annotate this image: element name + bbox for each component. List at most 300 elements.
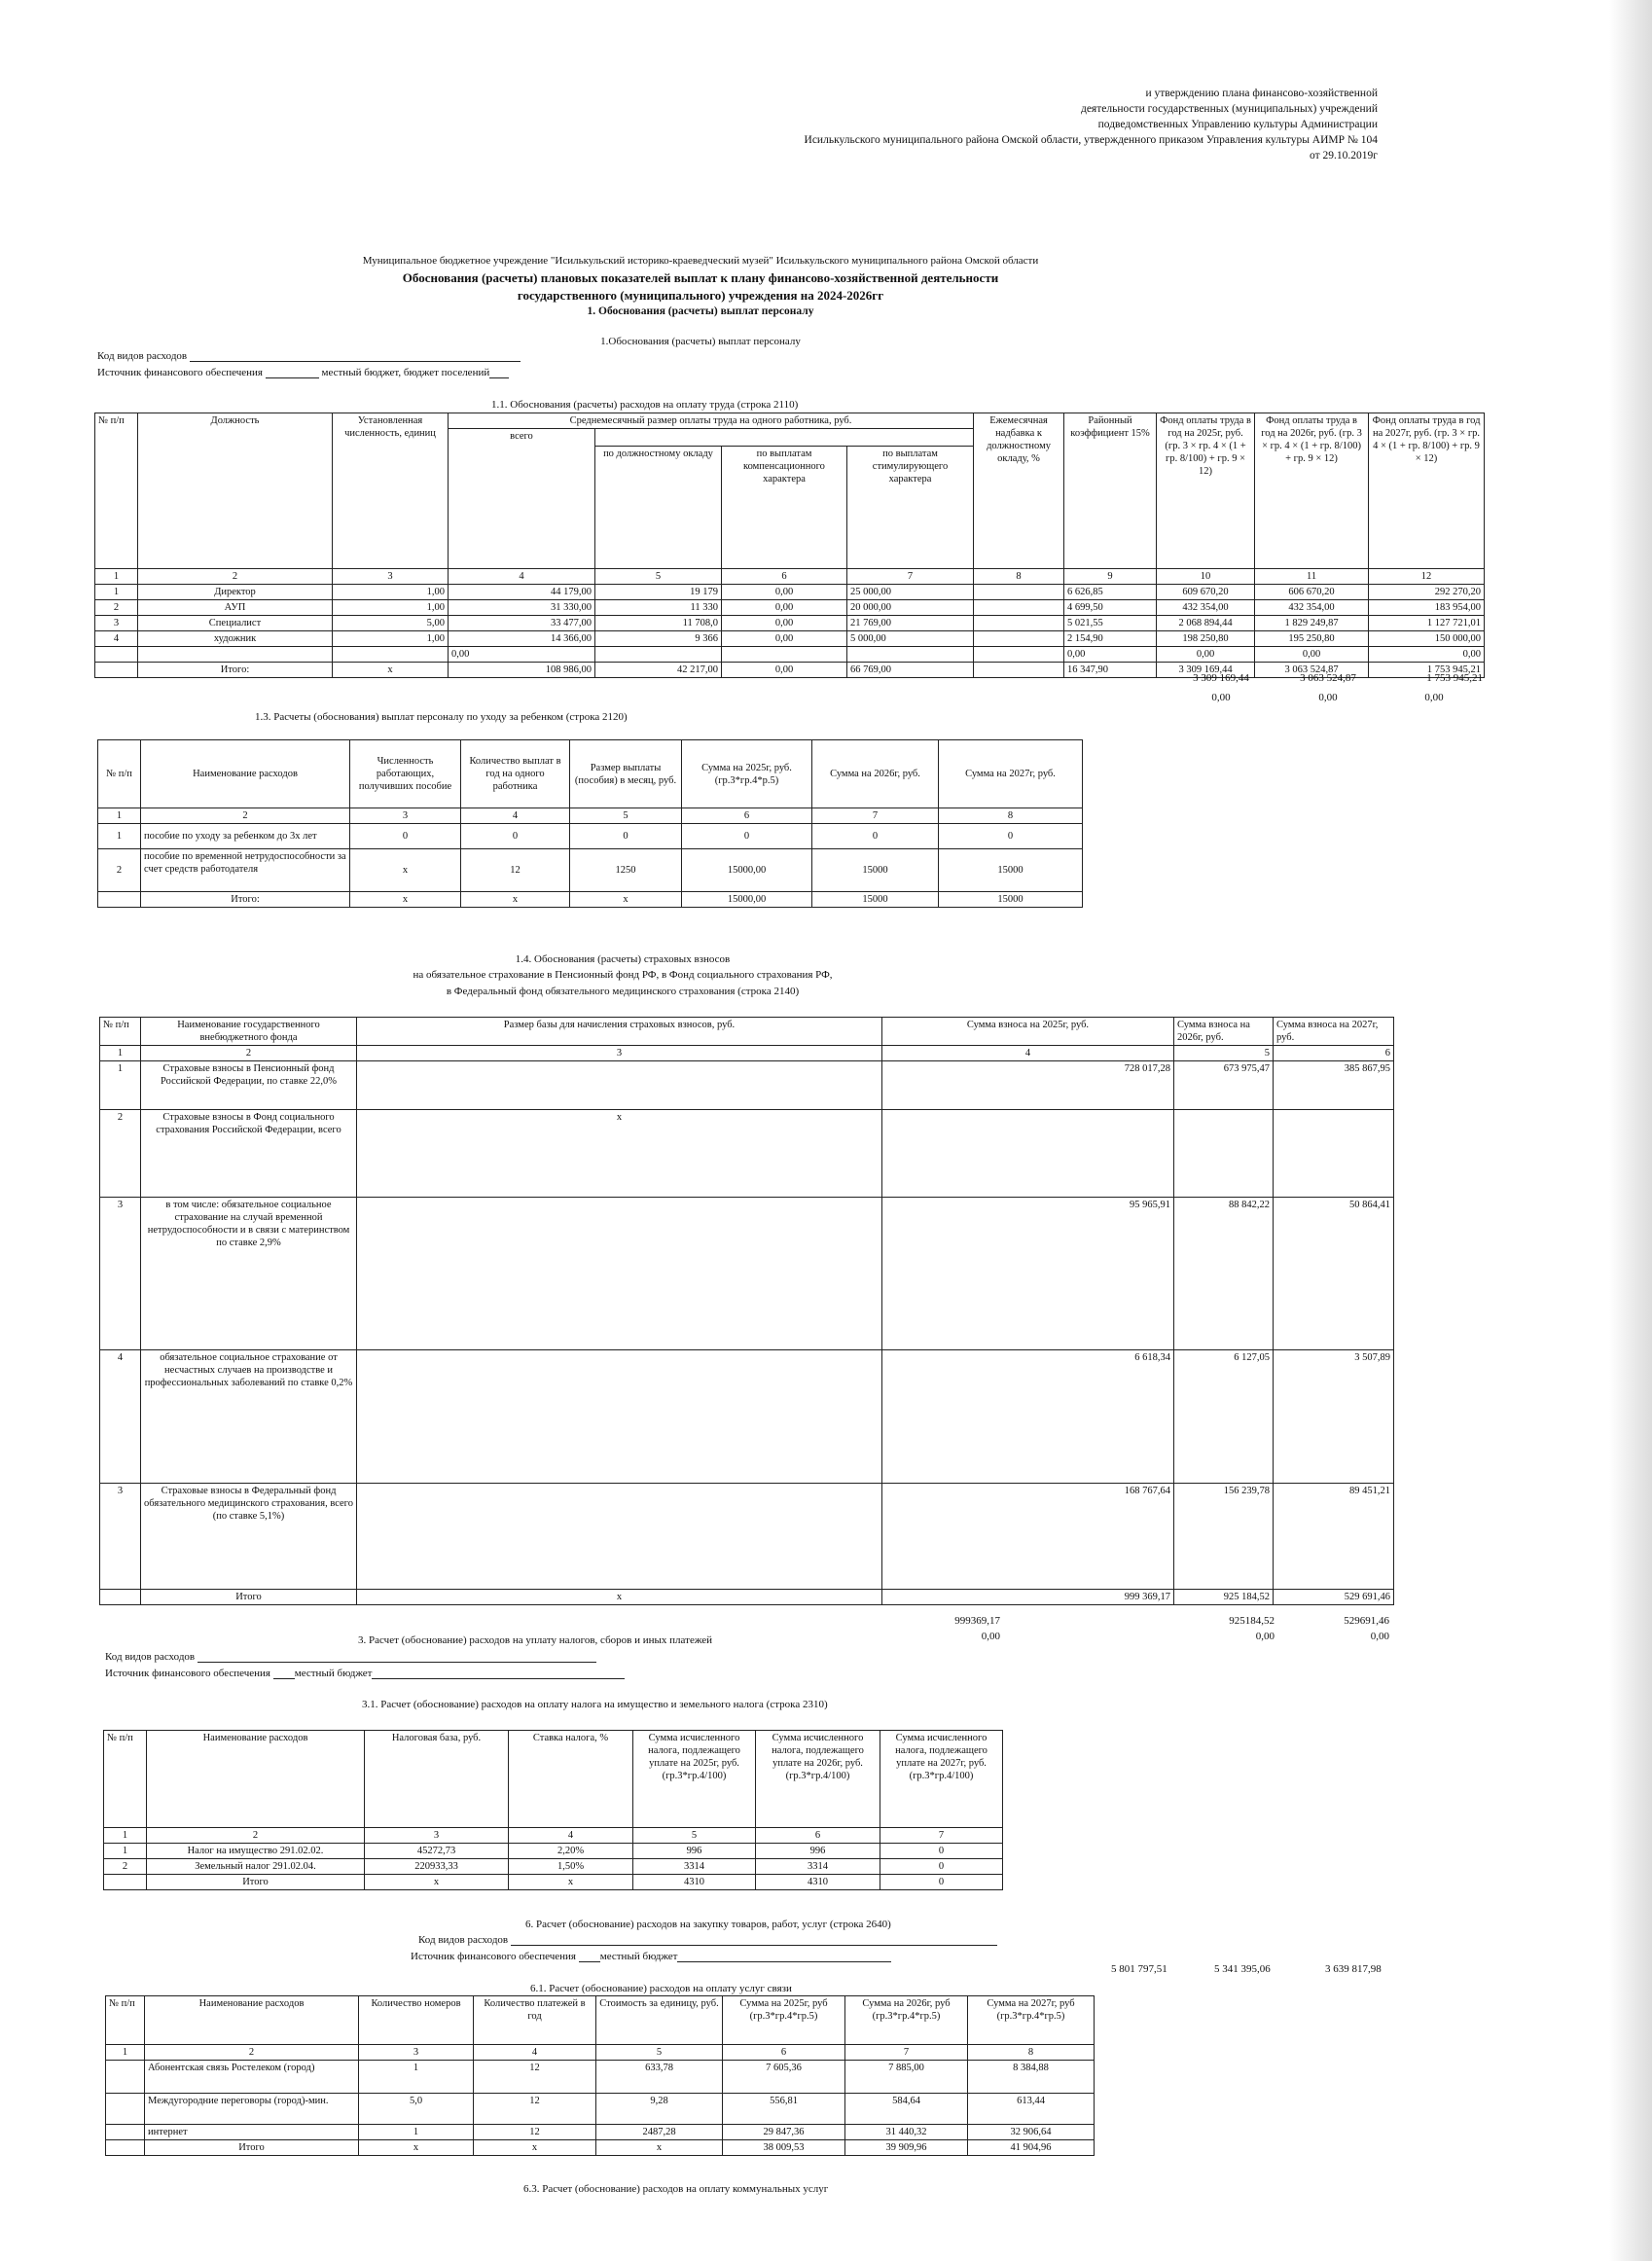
- table-cell: 7 605,36: [723, 2061, 845, 2094]
- header-line: подведомственных Управлению культуры Администрации: [1097, 119, 1378, 130]
- table-cell: 89 451,21: [1274, 1484, 1394, 1590]
- table-cell: [357, 1061, 882, 1110]
- table-cell: 41 904,96: [968, 2140, 1095, 2156]
- col-num: № п/п: [98, 740, 141, 808]
- section-title: 1.1. Обоснования (расчеты) расходов на оплату труда (строка 2110): [491, 399, 799, 411]
- table-cell: 0: [682, 824, 812, 849]
- table-cell: 150 000,00: [1369, 631, 1485, 647]
- col-sum-2025: Сумма исчисленного налога, подлежащего уплате на 2025г, руб. (гр.3*гр.4/100): [633, 1731, 756, 1828]
- table-cell: 9 366: [595, 631, 722, 647]
- table-cell: 10: [1157, 569, 1255, 585]
- section-title: в Федеральный фонд обязательного медицинского страхования (строка 2140): [446, 986, 800, 997]
- col-allowance: Ежемесячная надбавка к должностному окладу, %: [974, 413, 1064, 569]
- check-value: 0,00: [1424, 692, 1444, 703]
- table-cell: 11 330: [595, 600, 722, 616]
- total-2026: 5 341 395,06: [1214, 1963, 1271, 1975]
- col-count: Установленная численность, единиц: [333, 413, 449, 569]
- table-cell: 2: [147, 1828, 365, 1844]
- table-cell: 39 909,96: [845, 2140, 968, 2156]
- table-cell: 0: [812, 824, 939, 849]
- table-cell: пособие по уходу за ребенком до 3х лет: [141, 824, 350, 849]
- table-row: [104, 1844, 1003, 1859]
- table-cell: 14 366,00: [449, 631, 595, 647]
- col-num: № п/п: [104, 1731, 147, 1828]
- column-numbers-row: [104, 1828, 1003, 1844]
- approval-header: [681, 86, 1378, 163]
- table-cell: [100, 1590, 141, 1605]
- table-cell: [974, 663, 1064, 678]
- table-cell: [357, 1350, 882, 1484]
- table-cell: 31 330,00: [449, 600, 595, 616]
- table-row: [95, 647, 1485, 663]
- section-title: 1.3. Расчеты (обоснования) выплат персоналу по уходу за ребенком (строка 2120): [255, 711, 628, 723]
- table-cell: 3: [350, 808, 461, 824]
- table-cell: 15000: [939, 849, 1083, 892]
- col-base: Размер базы для начисления страховых взносов, руб.: [357, 1018, 882, 1046]
- table-cell: 633,78: [596, 2061, 723, 2094]
- table-cell: 432 354,00: [1255, 600, 1369, 616]
- table-cell: 4: [449, 569, 595, 585]
- section-title: 3. Расчет (обоснование) расходов на уплату налогов, сборов и иных платежей: [358, 1634, 713, 1646]
- table-cell: 2: [95, 600, 138, 616]
- column-numbers-row: [106, 2045, 1095, 2061]
- table-cell: 1: [104, 1844, 147, 1859]
- table-cell: 2: [98, 849, 141, 892]
- total-2025: 5 801 797,51: [1111, 1963, 1167, 1975]
- table-cell: 1: [100, 1061, 141, 1110]
- table-cell: 996: [633, 1844, 756, 1859]
- col-name: Наименование расходов: [145, 1996, 359, 2045]
- source-row: Источник финансового обеспечения местный бюджет: [105, 1668, 625, 1679]
- col-sum-2025: Сумма взноса на 2025г, руб.: [882, 1018, 1174, 1046]
- table-cell: х: [461, 892, 570, 908]
- table-cell: [1274, 1110, 1394, 1198]
- col-workers: Численность работающих, получивших пособие: [350, 740, 461, 808]
- table-cell: х: [350, 892, 461, 908]
- table-cell: 5: [1174, 1046, 1274, 1061]
- table-cell: 45272,73: [365, 1844, 509, 1859]
- kod-label: Код видов расходов: [97, 350, 188, 362]
- table-cell: 3: [365, 1828, 509, 1844]
- table-cell: 4 699,50: [1064, 600, 1157, 616]
- table-row: [100, 1198, 1394, 1350]
- table-cell: 8: [968, 2045, 1095, 2061]
- childcare-table: [97, 739, 1083, 908]
- column-numbers-row: [100, 1046, 1394, 1061]
- table-cell: Междугородние переговоры (город)-мин.: [145, 2094, 359, 2125]
- check-value: 1 753 945,21: [1426, 672, 1483, 684]
- table-row: [106, 2061, 1095, 2094]
- table-cell: 108 986,00: [449, 663, 595, 678]
- table-cell: 0,00: [722, 585, 847, 600]
- table-row: [95, 616, 1485, 631]
- table-cell: 6: [1274, 1046, 1394, 1061]
- table-cell: 0: [350, 824, 461, 849]
- table-cell: 6: [682, 808, 812, 824]
- table-cell: [974, 585, 1064, 600]
- table-cell: 7: [880, 1828, 1003, 1844]
- table-cell: 4: [461, 808, 570, 824]
- table-cell: Страховые взносы в Федеральный фонд обязательного медицинского страхования, всего (по ставке 5,1%): [141, 1484, 357, 1590]
- table-row: [100, 1061, 1394, 1110]
- table-cell: 1: [359, 2061, 474, 2094]
- table-cell: 0,00: [722, 663, 847, 678]
- table-cell: 4: [474, 2045, 596, 2061]
- table-cell: 3: [359, 2045, 474, 2061]
- table-cell: [722, 647, 847, 663]
- table-cell: 38 009,53: [723, 2140, 845, 2156]
- table-cell: 95 965,91: [882, 1198, 1174, 1350]
- col-sum-2026: Сумма на 2026г, руб (гр.3*гр.4*гр.5): [845, 1996, 968, 2045]
- table-cell: х: [509, 1875, 633, 1890]
- col-avg-salary: Среднемесячный размер оплаты труда на одного работника, руб.: [449, 413, 974, 429]
- table-cell: [847, 647, 974, 663]
- table-cell: 556,81: [723, 2094, 845, 2125]
- table-cell: 0,00: [1064, 647, 1157, 663]
- col-oklad: по должностному окладу: [595, 447, 722, 569]
- table-cell: 12: [474, 2125, 596, 2140]
- header-line: от 29.10.2019г: [1310, 150, 1378, 162]
- table-cell: 1: [95, 585, 138, 600]
- source-value: местный бюджет, бюджет поселений: [321, 367, 490, 378]
- table-cell: 0: [880, 1859, 1003, 1875]
- doc-subtitle: 1. Обоснования (расчеты) выплат персоналу: [587, 305, 814, 317]
- total-2027: 3 639 817,98: [1325, 1963, 1382, 1975]
- kod-row: [97, 350, 521, 362]
- table-cell: 2 068 894,44: [1157, 616, 1255, 631]
- table-cell: [106, 2125, 145, 2140]
- table-cell: [974, 600, 1064, 616]
- col-rate: Ставка налога, %: [509, 1731, 633, 1828]
- section-title: 6.1. Расчет (обоснование) расходов на оплату услуг связи: [530, 1983, 792, 1994]
- col-fund-2027: Фонд оплаты труда в год на 2027г, руб. (гр. 3 × гр. 4 × (1 + гр. 8/100) + гр. 9 × 12): [1369, 413, 1485, 569]
- table-cell: 606 670,20: [1255, 585, 1369, 600]
- table-cell: 3 507,89: [1274, 1350, 1394, 1484]
- table-cell: 31 440,32: [845, 2125, 968, 2140]
- table-cell: [95, 647, 138, 663]
- table-cell: 88 842,22: [1174, 1198, 1274, 1350]
- table-cell: Итого: [145, 2140, 359, 2156]
- col-name: Наименование расходов: [141, 740, 350, 808]
- section-title: 1.4. Обоснования (расчеты) страховых взносов: [515, 953, 731, 965]
- total-row: [98, 892, 1083, 908]
- section-title: 1.Обоснования (расчеты) выплат персоналу: [600, 336, 801, 347]
- table-cell: 1250: [570, 849, 682, 892]
- scan-page-edge: [1609, 0, 1652, 2261]
- col-sum-2025: Сумма на 2025г, руб. (гр.3*гр.4*р.5): [682, 740, 812, 808]
- check-value: 0,00: [1318, 692, 1338, 703]
- table-cell: 292 270,20: [1369, 585, 1485, 600]
- table-cell: 8: [939, 808, 1083, 824]
- table-cell: Налог на имущество 291.02.02.: [147, 1844, 365, 1859]
- table-cell: 6 618,34: [882, 1350, 1174, 1484]
- table-cell: 12: [474, 2061, 596, 2094]
- table-cell: 0: [880, 1875, 1003, 1890]
- table-cell: 1: [100, 1046, 141, 1061]
- table-cell: 432 354,00: [1157, 600, 1255, 616]
- check-value: 0,00: [1211, 692, 1231, 703]
- col-position: Должность: [138, 413, 333, 569]
- table-cell: 3: [333, 569, 449, 585]
- table-cell: 0,00: [722, 600, 847, 616]
- table-row: [106, 2094, 1095, 2125]
- col-unit-cost: Стоимость за единицу, руб.: [596, 1996, 723, 2045]
- table-cell: [138, 647, 333, 663]
- table-cell: 0,00: [449, 647, 595, 663]
- table-cell: 3 063 524,87: [1255, 663, 1369, 678]
- table-cell: 529 691,46: [1274, 1590, 1394, 1605]
- table-cell: 584,64: [845, 2094, 968, 2125]
- table-cell: [1174, 1110, 1274, 1198]
- column-numbers-row: [98, 808, 1083, 824]
- table-cell: [106, 2140, 145, 2156]
- table-cell: 11: [1255, 569, 1369, 585]
- table-cell: 20 000,00: [847, 600, 974, 616]
- insurance-table: [99, 1017, 1394, 1605]
- table-row: [104, 1859, 1003, 1875]
- table-cell: 9,28: [596, 2094, 723, 2125]
- table-cell: Директор: [138, 585, 333, 600]
- table-row: [100, 1484, 1394, 1590]
- table-cell: 168 767,64: [882, 1484, 1174, 1590]
- table-cell: x: [357, 1110, 882, 1198]
- tax-table: [103, 1730, 1003, 1890]
- table-cell: 1 127 721,01: [1369, 616, 1485, 631]
- table-cell: 4: [100, 1350, 141, 1484]
- table-cell: 1 829 249,87: [1255, 616, 1369, 631]
- table-row: [95, 631, 1485, 647]
- table-cell: 2: [138, 569, 333, 585]
- total-row: [104, 1875, 1003, 1890]
- col-sum-2026: Сумма взноса на 2026г, руб.: [1174, 1018, 1274, 1046]
- section-title: 6.3. Расчет (обоснование) расходов на оплату коммунальных услуг: [523, 2183, 829, 2195]
- table-cell: 5,0: [359, 2094, 474, 2125]
- table-cell: пособие по временной нетрудоспособности за счет средств работодателя: [141, 849, 350, 892]
- table-cell: 1,00: [333, 631, 449, 647]
- table-cell: 12: [461, 849, 570, 892]
- table-cell: 198 250,80: [1157, 631, 1255, 647]
- table-cell: 4: [882, 1046, 1174, 1061]
- total-row: [106, 2140, 1095, 2156]
- table-cell: 15000: [939, 892, 1083, 908]
- header-line: деятельности государственных (муниципальных) учреждений: [1080, 103, 1378, 115]
- table-cell: Итого: [141, 1590, 357, 1605]
- table-cell: 1 753 945,21: [1369, 663, 1485, 678]
- table-cell: [595, 647, 722, 663]
- table-cell: 66 769,00: [847, 663, 974, 678]
- col-base: Налоговая база, руб.: [365, 1731, 509, 1828]
- table-cell: 7: [812, 808, 939, 824]
- table-cell: АУП: [138, 600, 333, 616]
- table-cell: 8: [974, 569, 1064, 585]
- table-cell: Земельный налог 291.02.04.: [147, 1859, 365, 1875]
- col-payments: Количество платежей в год: [474, 1996, 596, 2045]
- table-cell: 996: [756, 1844, 880, 1859]
- header-line: и утверждению плана финансово-хозяйственной: [1145, 88, 1378, 99]
- table-cell: 2,20%: [509, 1844, 633, 1859]
- table-cell: Итого: [147, 1875, 365, 1890]
- table-cell: Страховые взносы в Пенсионный фонд Российской Федерации, по ставке 22,0%: [141, 1061, 357, 1110]
- table-cell: 15000,00: [682, 849, 812, 892]
- table-cell: [882, 1110, 1174, 1198]
- doc-title: государственного (муниципального) учреждения на 2024-2026гг: [517, 288, 884, 303]
- table-cell: 6: [723, 2045, 845, 2061]
- table-cell: 3314: [633, 1859, 756, 1875]
- doc-title: Обоснования (расчеты) плановых показателей выплат к плану финансово-хозяйственной деятельности: [402, 270, 999, 285]
- col-comp: по выплатам компенсационного характера: [722, 447, 847, 569]
- table-cell: 33 477,00: [449, 616, 595, 631]
- col-regional: Районный коэффициент 15%: [1064, 413, 1157, 569]
- table-cell: 1,50%: [509, 1859, 633, 1875]
- table-cell: Абонентская связь Ростелеком (город): [145, 2061, 359, 2094]
- table-cell: 5: [596, 2045, 723, 2061]
- table-cell: художник: [138, 631, 333, 647]
- table-cell: 4310: [756, 1875, 880, 1890]
- table-cell: 925 184,52: [1174, 1590, 1274, 1605]
- table-cell: x: [333, 663, 449, 678]
- kod-row: Код видов расходов: [418, 1934, 997, 1946]
- table-cell: 609 670,20: [1157, 585, 1255, 600]
- table-cell: х: [359, 2140, 474, 2156]
- table-cell: 25 000,00: [847, 585, 974, 600]
- col-name: Наименование расходов: [147, 1731, 365, 1828]
- col-fund-2026: Фонд оплаты труда в год на 2026г, руб. (гр. 3 × гр. 4 × (1 + гр. 8/100) + гр. 9 × 12): [1255, 413, 1369, 569]
- table-cell: Страховые взносы в Фонд социального страхования Российской Федерации, всего: [141, 1110, 357, 1198]
- table-cell: 2 154,90: [1064, 631, 1157, 647]
- table-cell: 1: [104, 1828, 147, 1844]
- table-cell: 1: [106, 2045, 145, 2061]
- table-cell: 2487,28: [596, 2125, 723, 2140]
- section-title: 6. Расчет (обоснование) расходов на закупку товаров, работ, услуг (строка 2640): [525, 1919, 891, 1930]
- table-cell: [974, 631, 1064, 647]
- table-cell: 7: [845, 2045, 968, 2061]
- table-cell: 15000: [812, 849, 939, 892]
- header-line: Исилькульского муниципального района Омской области, утвержденного приказом Управления культуры АИМР № 104: [804, 134, 1378, 146]
- table-cell: 44 179,00: [449, 585, 595, 600]
- table-cell: 5: [633, 1828, 756, 1844]
- table-cell: 3314: [756, 1859, 880, 1875]
- col-amount: Размер выплаты (пособия) в месяц, руб.: [570, 740, 682, 808]
- col-num: № п/п: [100, 1018, 141, 1046]
- col-sum-2026: Сумма исчисленного налога, подлежащего уплате на 2026г, руб. (гр.3*гр.4/100): [756, 1731, 880, 1828]
- table-cell: [333, 647, 449, 663]
- table-cell: 4: [509, 1828, 633, 1844]
- table-cell: х: [570, 892, 682, 908]
- table-cell: 6: [756, 1828, 880, 1844]
- table-cell: [106, 2061, 145, 2094]
- table-cell: [106, 2094, 145, 2125]
- table-cell: 2: [141, 808, 350, 824]
- table-cell: 0,00: [1255, 647, 1369, 663]
- table-cell: 32 906,64: [968, 2125, 1095, 2140]
- table-cell: Итого:: [141, 892, 350, 908]
- table-row: [98, 824, 1083, 849]
- col-fund-2025: Фонд оплаты труда в год на 2025г, руб. (гр. 3 × гр. 4 × (1 + гр. 8/100) + гр. 9 × 12): [1157, 413, 1255, 569]
- table-cell: 2: [145, 2045, 359, 2061]
- check-value: 925184,52: [1229, 1615, 1275, 1627]
- table-cell: 2: [141, 1046, 357, 1061]
- source-row: [97, 367, 509, 378]
- table-cell: 156 239,78: [1174, 1484, 1274, 1590]
- table-cell: 613,44: [968, 2094, 1095, 2125]
- col-payments: Количество выплат в год на одного работника: [461, 740, 570, 808]
- check-value: 0,00: [981, 1631, 1000, 1642]
- table-cell: 50 864,41: [1274, 1198, 1394, 1350]
- table-cell: 21 769,00: [847, 616, 974, 631]
- table-cell: 0,00: [1157, 647, 1255, 663]
- table-cell: [974, 647, 1064, 663]
- table-cell: [98, 892, 141, 908]
- table-cell: 3: [357, 1046, 882, 1061]
- table-cell: 0,00: [722, 631, 847, 647]
- table-cell: 6 626,85: [1064, 585, 1157, 600]
- col-total: всего: [449, 429, 595, 569]
- table-cell: 15000: [812, 892, 939, 908]
- table-cell: 9: [1064, 569, 1157, 585]
- col-numbers: Количество номеров: [359, 1996, 474, 2045]
- col-sum-2027: Сумма исчисленного налога, подлежащего уплате на 2027г, руб. (гр.3*гр.4/100): [880, 1731, 1003, 1828]
- table-cell: в том числе: обязательное социальное страхование на случай временной нетрудоспособности и в связи с материнством по ставке 2,9%: [141, 1198, 357, 1350]
- table-cell: 12: [474, 2094, 596, 2125]
- salary-table: [94, 413, 1485, 678]
- table-cell: х: [365, 1875, 509, 1890]
- table-cell: х: [474, 2140, 596, 2156]
- section-title: 3.1. Расчет (обоснование) расходов на оплату налога на имущество и земельного налога (строка 2310): [362, 1699, 828, 1710]
- table-cell: 195 250,80: [1255, 631, 1369, 647]
- table-cell: 0: [570, 824, 682, 849]
- table-cell: 3 309 169,44: [1157, 663, 1255, 678]
- source-row: Источник финансового обеспечения местный бюджет: [411, 1951, 891, 1962]
- table-cell: 7 885,00: [845, 2061, 968, 2094]
- section-title: на обязательное страхование в Пенсионный фонд РФ, в Фонд социального страхования РФ,: [413, 969, 833, 981]
- table-cell: 6: [722, 569, 847, 585]
- table-cell: х: [350, 849, 461, 892]
- institution-name: Муниципальное бюджетное учреждение "Исилькульский историко-краеведческий музей" Исилькульского муниципального района Омской области: [362, 255, 1039, 267]
- check-value: 529691,46: [1344, 1615, 1389, 1627]
- table-row: [100, 1350, 1394, 1484]
- col-stim: по выплатам стимулирующего характера: [847, 447, 974, 569]
- check-value: 0,00: [1255, 1631, 1275, 1642]
- table-cell: 0: [461, 824, 570, 849]
- table-cell: 1: [98, 808, 141, 824]
- column-numbers-row: [95, 569, 1485, 585]
- col-num: № п/п: [95, 413, 138, 569]
- table-cell: 42 217,00: [595, 663, 722, 678]
- table-cell: 0,00: [722, 616, 847, 631]
- table-cell: х: [596, 2140, 723, 2156]
- table-cell: 12: [1369, 569, 1485, 585]
- table-cell: [357, 1484, 882, 1590]
- communications-table: [105, 1995, 1095, 2156]
- table-cell: 16 347,90: [1064, 663, 1157, 678]
- table-cell: 673 975,47: [1174, 1061, 1274, 1110]
- table-row: [98, 849, 1083, 892]
- table-cell: 220933,33: [365, 1859, 509, 1875]
- col-sum-2025: Сумма на 2025г, руб (гр.3*гр.4*гр.5): [723, 1996, 845, 2045]
- table-row: [95, 600, 1485, 616]
- table-cell: интернет: [145, 2125, 359, 2140]
- table-cell: 385 867,95: [1274, 1061, 1394, 1110]
- table-cell: 999 369,17: [882, 1590, 1174, 1605]
- table-cell: 1: [98, 824, 141, 849]
- col-num: № п/п: [106, 1996, 145, 2045]
- table-cell: x: [357, 1590, 882, 1605]
- col-fund: Наименование государственного внебюджетного фонда: [141, 1018, 357, 1046]
- col-sum-2027: Сумма взноса на 2027г, руб.: [1274, 1018, 1394, 1046]
- table-cell: 5: [570, 808, 682, 824]
- table-cell: 4310: [633, 1875, 756, 1890]
- check-value: 3 063 524,87: [1300, 672, 1356, 684]
